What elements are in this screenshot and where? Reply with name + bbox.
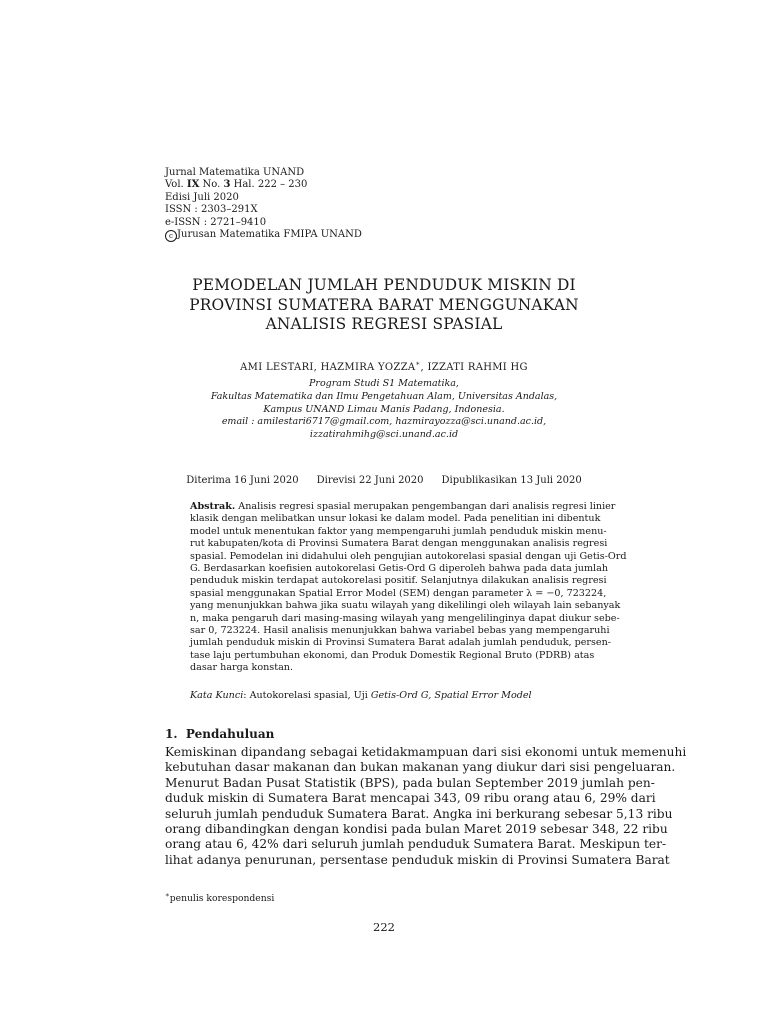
title-line: ANALISIS REGRESI SPASIAL xyxy=(265,315,503,333)
body-line: seluruh jumlah penduduk Sumatera Barat. Angka ini berkurang sebesar 5,13 ribu xyxy=(165,806,673,821)
revised-date: Direvisi 22 Juni 2020 xyxy=(316,475,424,486)
issue-number: 3 xyxy=(223,179,231,191)
title-line: PROVINSI SUMATERA BARAT MENGGUNAKAN xyxy=(189,295,579,314)
section-number: 1. xyxy=(165,727,178,741)
abstract-line: jumlah penduduk miskin di Provinsi Sumatera Barat adalah jumlah penduduk, persen- xyxy=(190,637,612,649)
abstract-line: n, maka pengaruh dari masing-masing wilayah yang mengelilinginya dapat diukur sebe- xyxy=(190,612,620,624)
abstract-line: spasial. Pemodelan ini didahului oleh pengujian autokorelasi spasial dengan uji Getis-Ord xyxy=(190,550,627,562)
body-line: orang atau 6, 42% dari seluruh jumlah penduduk Sumatera Barat. Meskipun ter- xyxy=(165,837,667,852)
journal-edition: Edisi Juli 2020 xyxy=(165,191,239,203)
body-paragraph xyxy=(165,745,687,868)
abstract-line: klasik dengan melibatkan unsur lokasi ke dalam model. Pada penelitian ini dibentuk xyxy=(190,513,601,525)
journal-eissn: e-ISSN : 2721–9410 xyxy=(165,216,267,228)
journal-name: Jurnal Matematika UNAND xyxy=(165,167,305,178)
keywords-label: Kata Kunci xyxy=(190,690,244,701)
abstract-line: penduduk miskin terdapat autokorelasi positif. Selanjutnya dilakukan analisis regresi xyxy=(190,575,607,587)
email-line: email : amilestari6717@gmail.com, hazmirayozza@sci.unand.ac.id, xyxy=(221,416,547,428)
journal-issn: ISSN : 2303–291X xyxy=(165,204,258,216)
journal-copyright: c Jurusan Matematika FMIPA UNAND xyxy=(165,229,465,242)
footnote xyxy=(165,890,275,905)
affiliation-line: Fakultas Matematika dan Ilmu Pengetahuan Alam, Universitas Andalas, xyxy=(210,390,558,402)
journal-volume-line: Vol. IX No. 3 Hal. 222 – 230 xyxy=(165,179,308,191)
abstract-label: Abstrak. xyxy=(190,501,236,512)
footnote-text: penulis korespondensi xyxy=(169,893,275,904)
body-line: duduk miskin di Sumatera Barat mencapai 343, 09 ribu orang atau 6, 29% dari xyxy=(165,791,656,806)
body-line: Menurut Badan Pusat Statistik (BPS), pada bulan September 2019 jumlah pen- xyxy=(165,775,655,790)
abstract-line: rut kabupaten/kota di Provinsi Sumatera Barat dengan menggunakan analisis regresi xyxy=(190,538,608,550)
page-range: Hal. 222 – 230 xyxy=(230,179,308,191)
abstract-line: tase laju pertumbuhan ekonomi, dan Produk Domestik Regional Bruto (PDRB) atas xyxy=(190,649,595,661)
affiliation-line: Program Studi S1 Matematika, xyxy=(309,378,459,389)
abstract-line: sar 0, 723224. Hasil analisis menunjukkan bahwa variabel bebas yang mempengaruhi xyxy=(190,625,610,637)
email-line: izzatirahmihg@sci.unand.ac.id xyxy=(309,429,459,441)
volume-number: IX xyxy=(186,179,200,191)
abstract-line: Abstrak. Analisis regresi spasial merupakan pengembangan dari analisis regresi linier xyxy=(190,501,616,512)
published-date: Dipublikasikan 13 Juli 2020 xyxy=(441,475,582,486)
abstract-line: G. Berdasarkan koefisien autokorelasi Getis-Ord G diperoleh bahwa pada data jumlah xyxy=(190,563,609,575)
article-title xyxy=(130,276,638,335)
section-heading xyxy=(165,727,274,742)
abstract xyxy=(190,501,627,675)
received-date: Diterima 16 Juni 2020 xyxy=(186,475,299,486)
journal-header xyxy=(165,167,465,242)
keywords: Kata Kunci: Autokorelasi spasial, Uji Getis-Ord G, Spatial Error Model xyxy=(190,690,532,701)
body-line: lihat adanya penurunan, persentase penduduk miskin di Provinsi Sumatera Barat xyxy=(165,852,670,867)
affiliation-block xyxy=(130,378,638,442)
author-list: AMI LESTARI, HAZMIRA YOZZA∗, IZZATI RAHMI HG xyxy=(240,359,528,373)
corresponding-author-mark: ∗ xyxy=(415,359,421,368)
abstract-line: spasial menggunakan Spatial Error Model (SEM) dengan parameter λ = −0, 723224, xyxy=(190,587,607,599)
affiliation-line: Kampus UNAND Limau Manis Padang, Indonesia. xyxy=(263,403,505,415)
body-line: orang dibandingkan dengan kondisi pada bulan Maret 2019 sebesar 348, 22 ribu xyxy=(165,822,668,837)
copyright-icon: c xyxy=(165,230,177,242)
section-title: Pendahuluan xyxy=(185,727,275,741)
abstract-line: dasar harga konstan. xyxy=(190,662,294,674)
abstract-line: yang menunjukkan bahwa jika suatu wilayah yang dikelilingi oleh wilayah lain sebanyak xyxy=(190,600,621,612)
body-line: Kemiskinan dipandang sebagai ketidakmampuan dari sisi ekonomi untuk memenuhi xyxy=(165,745,687,759)
body-line: kebutuhan dasar makanan dan bukan makanan yang diukur dari sisi pengeluaran. xyxy=(165,760,676,775)
abstract-line: model untuk menentukan faktor yang mempengaruhi jumlah penduduk miskin menu- xyxy=(190,525,607,537)
footnote-mark: ∗ xyxy=(165,890,170,899)
page-number: 222 xyxy=(373,920,395,934)
title-line: PEMODELAN JUMLAH PENDUDUK MISKIN DI xyxy=(192,276,576,294)
article-dates xyxy=(130,474,638,487)
